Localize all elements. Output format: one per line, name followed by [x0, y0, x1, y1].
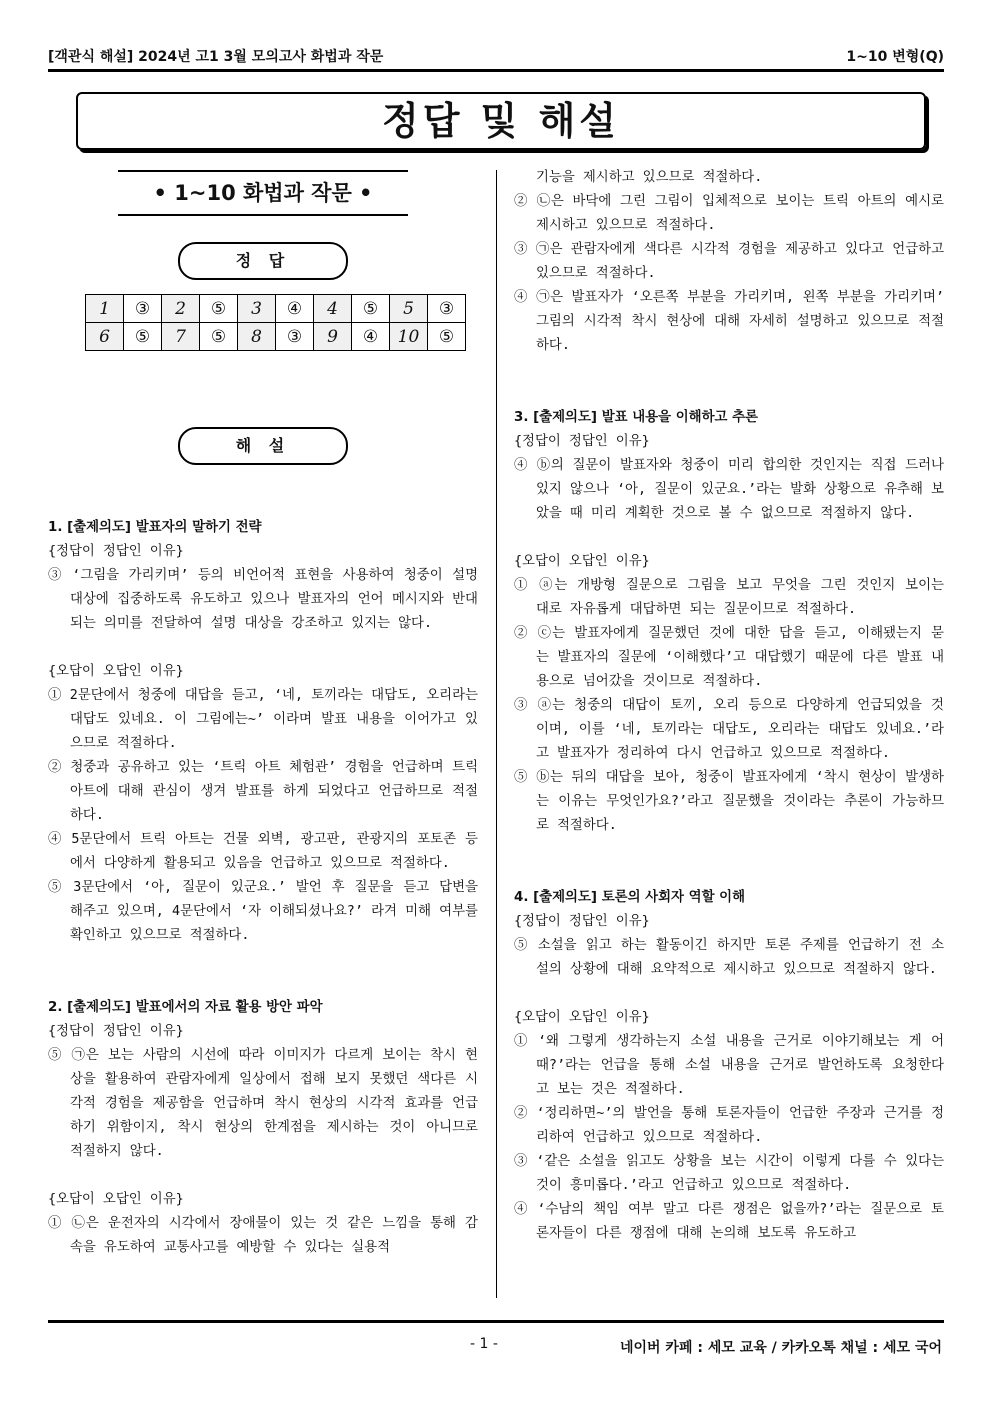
question-number: 10: [390, 323, 428, 351]
question-number: 4: [314, 295, 352, 323]
left-column: [48, 516, 478, 1260]
page-title: 정답 및 해설: [76, 92, 926, 150]
explanation-item: ④ ㉠은 발표자가 ‘오른쪽 부분을 가리키며, 왼쪽 부분을 가리키며’ 그림의 시각적 착시 현상에 대해 자세히 설명하고 있으므로 적절하다.: [514, 290, 944, 353]
section-title: • 1~10 화법과 작문 •: [118, 170, 408, 216]
explanation-continuation: 기능을 제시하고 있으므로 적절하다.: [536, 170, 763, 185]
explanation-item: ① 2문단에서 청중에 대답을 듣고, ‘네, 토끼라는 대답도, 오리라는 대답도 있네요. 이 그림에는~’ 이라며 발표 내용을 이어가고 있으므로 적절하다.: [48, 688, 478, 751]
explanation-item: ③ ‘같은 소설을 읽고도 상황을 보는 시간이 이렇게 다를 수 있다는 것이 흥미롭다.’라고 언급하고 있으므로 적절하다.: [514, 1154, 944, 1193]
explanation-item: ⑤ ⓑ는 뒤의 대답을 보아, 청중이 발표자에게 ‘착시 현상이 발생하는 이유는 무엇인가요?’라고 질문했을 것이라는 추론이 가능하므로 적절하다.: [514, 770, 944, 833]
subheading: {정답이 정답인 이유}: [514, 434, 650, 449]
explanation-item: ④ ‘수남의 책임 여부 말고 다른 쟁점은 없을까?’라는 질문으로 토론자들이 다른 쟁점에 대해 논의해 보도록 유도하고: [514, 1202, 944, 1241]
explanation-item: ② ⓒ는 발표자에게 질문했던 것에 대한 답을 듣고, 이해됐는지 묻는 발표자의 질문에 ‘이해했다’고 대답했기 때문에 다른 발표 내용으로 넘어갔을 것이므로 적절하다.: [514, 626, 944, 689]
answer-choice: ⑤: [428, 323, 466, 351]
answer-choice: ③: [124, 295, 162, 323]
header-rule: [48, 69, 944, 72]
answer-choice: ④: [352, 323, 390, 351]
question-number: 1: [86, 295, 124, 323]
question-heading: 1. [출제의도] 발표자의 말하기 전략: [48, 520, 262, 535]
answer-choice: ⑤: [200, 295, 238, 323]
answer-choice: ③: [276, 323, 314, 351]
question-number: 6: [86, 323, 124, 351]
answer-choice: ④: [276, 295, 314, 323]
answer-row-1: [86, 295, 466, 323]
explanation-item: ① ‘왜 그렇게 생각하는지 소설 내용을 근거로 이야기해보는 게 어때?’라는 언급을 통해 소설 내용을 근거로 발언하도록 요청한다고 보는 것은 적절하다.: [514, 1034, 944, 1097]
explanation-item: ⑤ ㉠은 보는 사람의 시선에 따라 이미지가 다르게 보이는 착시 현상을 활용하여 관람자에게 일상에서 접해 보지 못했던 색다른 시각적 경험을 제공함을 언급하며 착시 현상의 시각적 효과를 언급하기 위함이지, 착시 현상의 한계점을 제시하는 것이 아니므로 적절하지 않다.: [48, 1048, 478, 1159]
subheading: {오답이 오답인 이유}: [514, 554, 650, 569]
question-number: 2: [162, 295, 200, 323]
question-number: 8: [238, 323, 276, 351]
right-column: [514, 166, 944, 1246]
explanation-item: ④ 5문단에서 트릭 아트는 건물 외벽, 광고판, 관광지의 포토존 등에서 다양하게 활용되고 있음을 언급하고 있으므로 적절하다.: [48, 832, 478, 871]
subheading: {오답이 오답인 이유}: [48, 664, 184, 679]
question-heading: 2. [출제의도] 발표에서의 자료 활용 방안 파악: [48, 1000, 323, 1015]
question-number: 9: [314, 323, 352, 351]
answer-row-2: [86, 323, 466, 351]
question-heading: 3. [출제의도] 발표 내용을 이해하고 추론: [514, 410, 758, 425]
subheading: {오답이 오답인 이유}: [514, 1010, 650, 1025]
answer-table: [85, 294, 466, 351]
explanation-item: ③ ㉠은 관람자에게 색다른 시각적 경험을 제공하고 있다고 언급하고 있으므로 적절하다.: [514, 242, 944, 281]
subheading: {정답이 정답인 이유}: [514, 914, 650, 929]
footer-credit: 네이버 카페 : 세모 교육 / 카카오톡 채널 : 세모 국어: [619, 1340, 942, 1356]
answer-choice: ⑤: [200, 323, 238, 351]
page-header: [48, 40, 944, 70]
subheading: {오답이 오답인 이유}: [48, 1192, 184, 1207]
footer-rule: [48, 1320, 944, 1323]
question-number: 3: [238, 295, 276, 323]
explanation-item: ⑤ 소설을 읽고 하는 활동이긴 하지만 토론 주제를 언급하기 전 소설의 상황에 대해 요약적으로 제시하고 있으므로 적절하지 않다.: [514, 938, 944, 977]
page-number: - 1 -: [470, 1336, 498, 1352]
explanation-item: ① ㉡은 운전자의 시각에서 장애물이 있는 것 같은 느낌을 통해 감속을 유도하여 교통사고를 예방할 수 있다는 실용적: [48, 1216, 478, 1255]
explanation-item: ② ㉡은 바닥에 그린 그림이 입체적으로 보이는 트릭 아트의 예시로 제시하고 있으므로 적절하다.: [514, 194, 944, 233]
subheading: {정답이 정답인 이유}: [48, 544, 184, 559]
header-left: [객관식 해설] 2024년 고1 3월 모의고사 화법과 작문: [48, 49, 384, 65]
question-number: 7: [162, 323, 200, 351]
subheading: {정답이 정답인 이유}: [48, 1024, 184, 1039]
answer-choice: ⑤: [124, 323, 162, 351]
answer-choice: ⑤: [352, 295, 390, 323]
question-number: 5: [390, 295, 428, 323]
explanation-item: ⑤ 3문단에서 ‘아, 질문이 있군요.’ 발언 후 질문을 듣고 답변을 해주고 있으며, 4문단에서 ‘자 이해되셨나요?’ 라겨 미해 여부를 확인하고 있으므로 적절하다.: [48, 880, 478, 943]
explanation-item: ② ‘정리하면~’의 발언을 통해 토론자들이 언급한 주장과 근거를 정리하여 언급하고 있으므로 적절하다.: [514, 1106, 944, 1145]
explanation-label: 해 설: [178, 427, 348, 465]
explanation-item: ③ ‘그림을 가리키며’ 등의 비언어적 표현을 사용하여 청중이 설명 대상에 집중하도록 유도하고 있으나 발표자의 언어 메시지와 반대되는 의미를 전달하여 설명 대상을 강조하고 있지는 않다.: [48, 568, 478, 631]
answer-label: 정 답: [178, 242, 348, 280]
explanation-item: ③ ⓐ는 청중의 대답이 토끼, 오리 등으로 다양하게 언급되었을 것이며, 이를 ‘네, 토끼라는 대답도, 오리라는 대답도 있네요.’라고 발표자가 정리하여 다시 언급하고 있으므로 적절하다.: [514, 698, 944, 761]
explanation-item: ④ ⓑ의 질문이 발표자와 청중이 미리 합의한 것인지는 직접 드러나 있지 않으나 ‘아, 질문이 있군요.’라는 발화 상황으로 유추해 보았을 때 미리 계획한 것으로 볼 수 없으므로 적절하지 않다.: [514, 458, 944, 521]
explanation-item: ① ⓐ는 개방형 질문으로 그림을 보고 무엇을 그린 것인지 보이는 대로 자유롭게 대답하면 되는 질문이므로 적절하다.: [514, 578, 944, 617]
answer-choice: ③: [428, 295, 466, 323]
explanation-item: ② 청중과 공유하고 있는 ‘트릭 아트 체험관’ 경험을 언급하며 트릭 아트에 대해 관심이 생겨 발표를 하게 되었다고 언급하므로 적절하다.: [48, 760, 478, 823]
header-right: 1~10 변형(Q): [846, 49, 944, 65]
question-heading: 4. [출제의도] 토론의 사회자 역할 이해: [514, 890, 746, 905]
column-divider: [496, 170, 497, 1298]
